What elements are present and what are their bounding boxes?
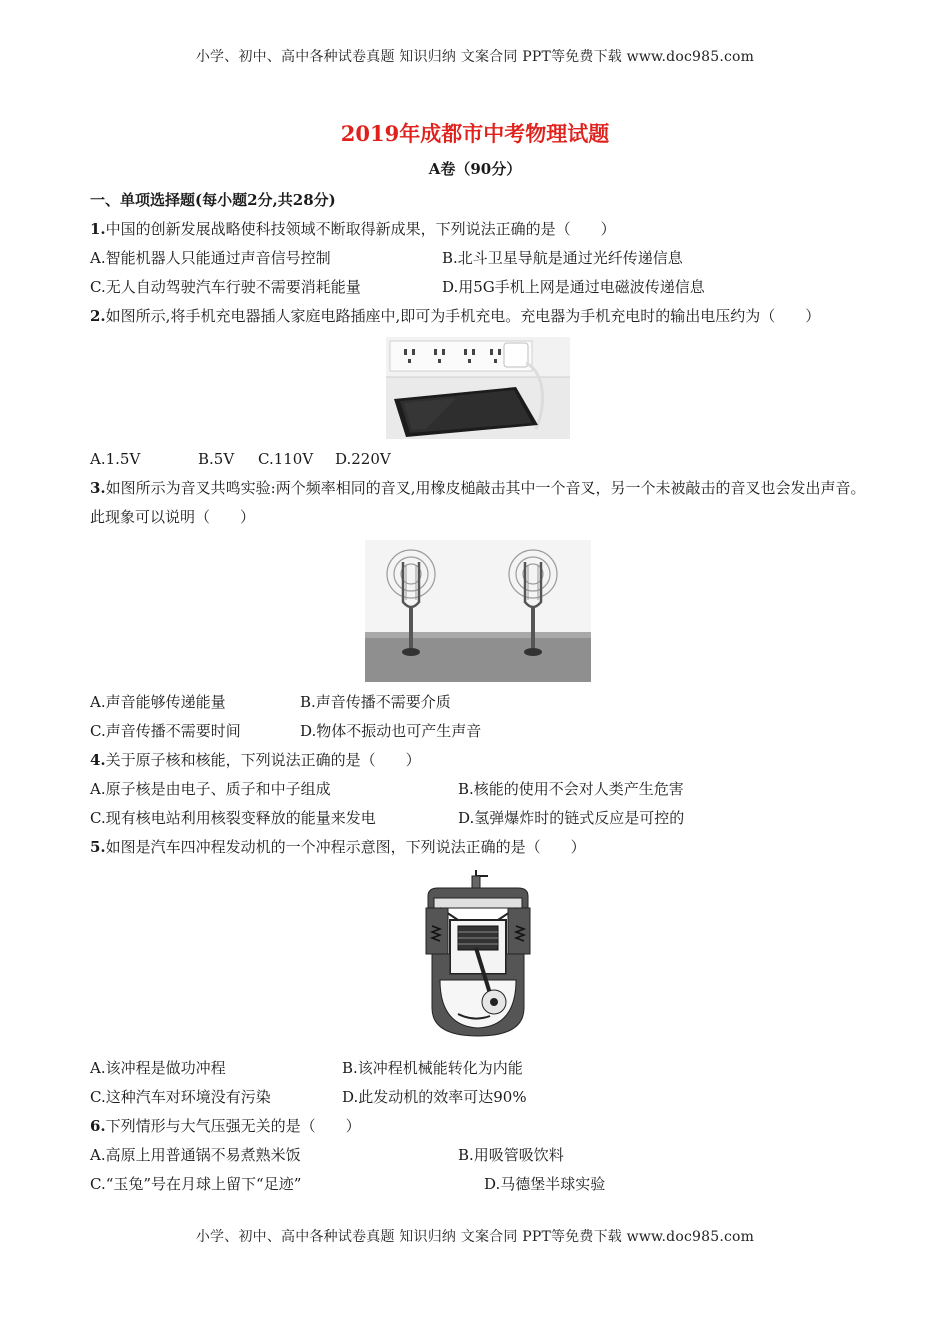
options-row bbox=[90, 1141, 866, 1170]
options-row bbox=[90, 717, 866, 746]
question-3 bbox=[90, 474, 866, 532]
option-a: A.原子核是由电子、质子和中子组成 bbox=[90, 780, 331, 798]
options-row bbox=[90, 1083, 866, 1112]
option-d: D.马德堡半球实验 bbox=[484, 1175, 606, 1193]
page-subtitle: A卷（90分） bbox=[428, 160, 522, 178]
option-c: C.现有核电站利用核裂变释放的能量来发电 bbox=[90, 809, 376, 827]
question-number: 1. bbox=[90, 220, 106, 238]
option-a: A.高原上用普通锅不易煮熟米饭 bbox=[90, 1146, 301, 1164]
option-b: B.用吸管吸饮料 bbox=[458, 1146, 564, 1164]
options-row bbox=[90, 775, 866, 804]
option-a: A.该冲程是做功冲程 bbox=[90, 1059, 226, 1077]
question-4 bbox=[90, 746, 866, 775]
option-b: B.该冲程机械能转化为内能 bbox=[342, 1059, 523, 1077]
option-c: C.“玉兔”号在月球上留下“足迹” bbox=[90, 1175, 302, 1193]
question-1 bbox=[90, 215, 866, 244]
option-d: D.用5G手机上网是通过电磁波传递信息 bbox=[442, 278, 705, 296]
question-6 bbox=[90, 1112, 866, 1141]
option-d: D.此发动机的效率可达90% bbox=[342, 1088, 527, 1106]
question-stem: 如图所示,将手机充电器插人家庭电路插座中,即可为手机充电。充电器为手机充电时的输出电压约为（ ） bbox=[105, 307, 821, 325]
option-d: D.物体不振动也可产生声音 bbox=[300, 722, 482, 740]
options-row bbox=[90, 445, 866, 474]
question-number: 2. bbox=[90, 307, 106, 325]
options-row bbox=[90, 244, 866, 273]
option-c: C.这种汽车对环境没有污染 bbox=[90, 1088, 271, 1106]
phone-charger-figure bbox=[386, 337, 570, 439]
question-5 bbox=[90, 833, 866, 862]
section-heading: 一、单项选择题(每小题2分,共28分) bbox=[90, 191, 336, 209]
option-a: A.1.5V bbox=[90, 450, 141, 468]
option-b: B.声音传播不需要介质 bbox=[300, 693, 451, 711]
option-a: A.智能机器人只能通过声音信号控制 bbox=[90, 249, 331, 267]
question-number: 6. bbox=[90, 1117, 106, 1135]
engine-stroke-figure bbox=[418, 868, 538, 1040]
option-d: D.220V bbox=[335, 450, 391, 468]
option-c: C.110V bbox=[258, 450, 314, 468]
option-a: A.声音能够传递能量 bbox=[90, 693, 226, 711]
exam-content bbox=[90, 186, 866, 1199]
question-number: 5. bbox=[90, 838, 106, 856]
options-row bbox=[90, 804, 866, 833]
question-stem: 如图是汽车四冲程发动机的一个冲程示意图，下列说法正确的是（ ） bbox=[105, 838, 586, 856]
options-row bbox=[90, 688, 866, 717]
question-stem: 关于原子核和核能，下列说法正确的是（ ） bbox=[105, 751, 421, 769]
option-c: C.无人自动驾驶汽车行驶不需要消耗能量 bbox=[90, 278, 361, 296]
tuning-fork-figure bbox=[365, 540, 591, 682]
option-b: B.5V bbox=[198, 450, 235, 468]
option-b: B.北斗卫星导航是通过光纤传递信息 bbox=[442, 249, 683, 267]
question-number: 3. bbox=[90, 479, 106, 497]
question-stem: 下列情形与大气压强无关的是（ ） bbox=[105, 1117, 361, 1135]
question-stem: 中国的创新发展战略使科技领域不断取得新成果，下列说法正确的是（ ） bbox=[105, 220, 616, 238]
option-d: D.氢弹爆炸时的链式反应是可控的 bbox=[458, 809, 685, 827]
question-stem: 如图所示为音叉共鸣实验:两个频率相同的音叉,用橡皮槌敲击其中一个音叉，另一个未被敲击的音叉也会发出声音。此现象可以说明（ ） bbox=[90, 479, 866, 526]
options-row bbox=[90, 1054, 866, 1083]
options-row bbox=[90, 1170, 866, 1199]
question-number: 4. bbox=[90, 751, 106, 769]
header-banner: 小学、初中、高中各种试卷真题 知识归纳 文案合同 PPT等免费下载 www.doc985.com bbox=[195, 49, 755, 65]
option-b: B.核能的使用不会对人类产生危害 bbox=[458, 780, 684, 798]
option-c: C.声音传播不需要时间 bbox=[90, 722, 241, 740]
page-title: 2019年成都市中考物理试题 bbox=[340, 121, 610, 146]
options-row bbox=[90, 273, 866, 302]
footer-banner: 小学、初中、高中各种试卷真题 知识归纳 文案合同 PPT等免费下载 www.doc985.com bbox=[195, 1229, 755, 1245]
question-2 bbox=[90, 302, 866, 331]
